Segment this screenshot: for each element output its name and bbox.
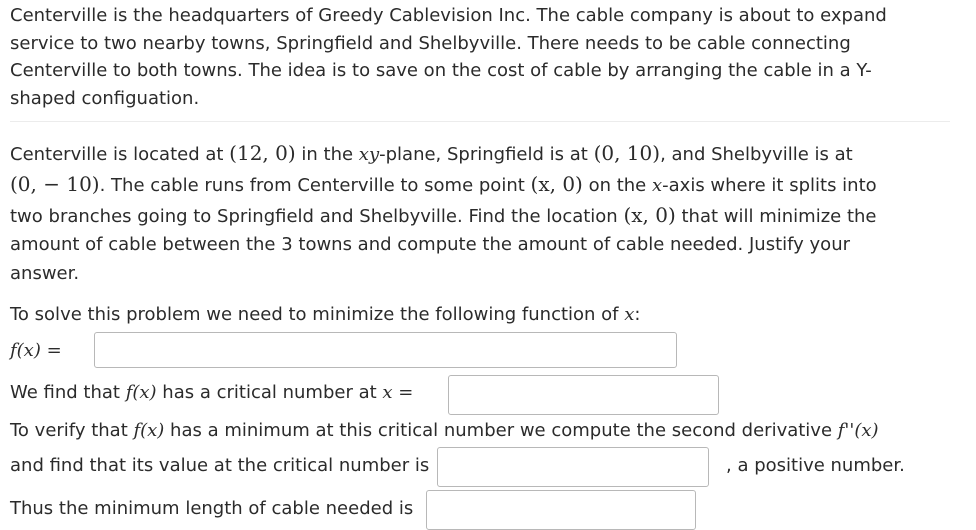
intro-line: shaped configuation.: [10, 87, 200, 109]
problem-line: two branches going to Springfield and Shelbyville. Find the location (x, 0) that will minimize the: [10, 202, 877, 227]
split-point: (x, 0): [623, 202, 676, 227]
question-second-derivative: To verify that f(x) has a minimum at this critical number we compute the second derivative f''(x): [10, 420, 879, 441]
intro-line: service to two nearby towns, Springfield and Shelbyville. There needs to be cable connecting: [10, 32, 851, 54]
divider: [10, 121, 950, 122]
question-second-derivative-value: and find that its value at the critical number is: [10, 455, 430, 476]
problem-line: Centerville is located at (12, 0) in the xy-plane, Springfield is at (0, 10), and Shelbyville is at: [10, 141, 853, 165]
question-minimize: To solve this problem we need to minimize the following function of x:: [10, 304, 641, 325]
centerville-coords: (12, 0): [229, 141, 296, 165]
intro-line: Centerville to both towns. The idea is to save on the cost of cable by arranging the cable in a Y-: [10, 60, 872, 81]
positive-number-note: , a positive number.: [726, 455, 905, 476]
question-min-length: Thus the minimum length of cable needed is: [10, 498, 414, 519]
problem-line: amount of cable between the 3 towns and compute the amount of cable needed. Justify your: [10, 234, 851, 256]
problem-line: answer.: [10, 263, 80, 285]
split-point: (x, 0): [530, 171, 583, 196]
question-critical: We find that f(x) has a critical number at x =: [10, 382, 414, 403]
critical-number-input[interactable]: [448, 375, 719, 415]
intro-line: Centerville is the headquarters of Greedy Cablevision Inc. The cable company is about to expand: [10, 5, 887, 26]
problem-line: (0, − 10). The cable runs from Centerville to some point (x, 0) on the x-axis where it splits into: [10, 171, 877, 196]
x-symbol: x: [651, 174, 663, 196]
springfield-coords: (0, 10): [593, 141, 661, 165]
intro-paragraph: [10, 2, 950, 112]
xy-symbol: xy: [358, 144, 380, 165]
fx-input[interactable]: [94, 332, 677, 368]
problem-paragraph: [10, 139, 950, 289]
fx-label: f(x) =: [10, 340, 62, 361]
min-length-input[interactable]: [426, 490, 696, 530]
shelbyville-coords: (0, − 10): [10, 171, 100, 196]
second-derivative-input[interactable]: [437, 447, 709, 487]
